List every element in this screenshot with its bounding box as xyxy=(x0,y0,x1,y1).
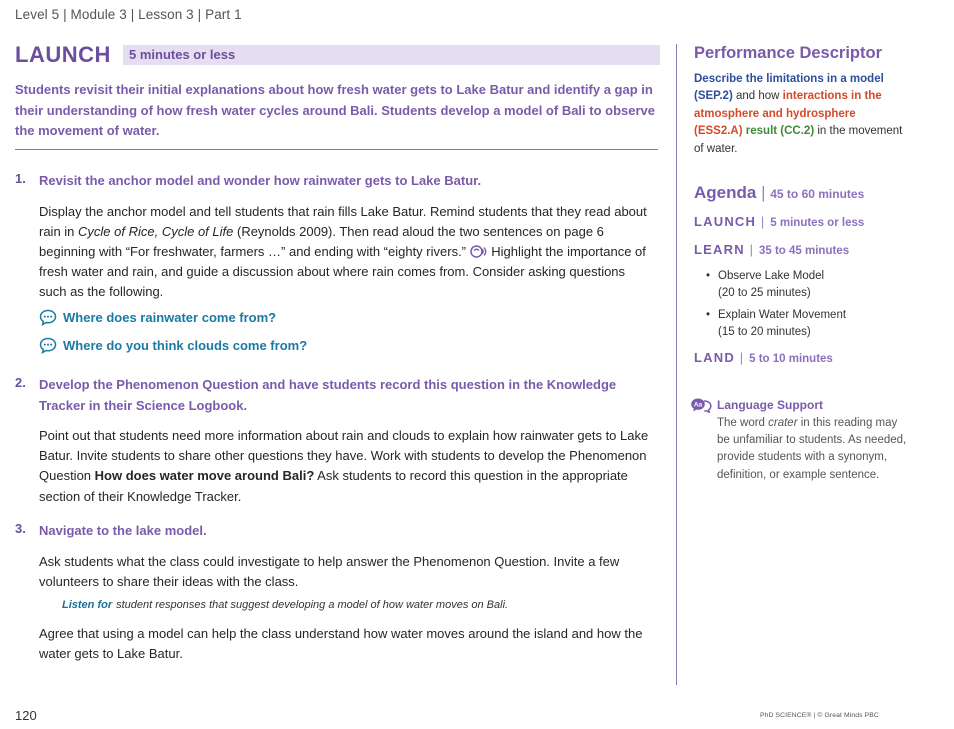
ess-text: interactions in the atmosphere and hydrosphere (ESS2.A) xyxy=(694,90,882,138)
page-number: 120 xyxy=(15,708,37,723)
step-number: 1. xyxy=(15,171,26,186)
launch-time: 5 minutes or less xyxy=(129,47,236,62)
section-divider xyxy=(15,149,658,150)
step-1 xyxy=(15,171,655,303)
speech-bubble-icon xyxy=(39,337,57,354)
learn-activities-list xyxy=(704,268,904,346)
language-support-heading: Aa Language Support xyxy=(690,397,823,413)
read-aloud-icon xyxy=(470,245,488,258)
step-heading: Revisit the anchor model and wonder how rainwater gets to Lake Batur. xyxy=(39,173,482,188)
agenda-phase-launch: LAUNCH | 5 minutes or less xyxy=(694,214,865,229)
question-text: Where does rainwater come from? xyxy=(63,310,277,325)
question-text: Where do you think clouds come from? xyxy=(63,338,308,353)
step-3 xyxy=(15,521,655,592)
step-number: 3. xyxy=(15,521,26,536)
launch-time-band xyxy=(123,45,660,65)
sidebar-divider xyxy=(676,44,677,685)
step-heading: Navigate to the lake model. xyxy=(39,523,207,538)
language-support-icon xyxy=(690,397,712,413)
book-title: Cycle of Rice, Cycle of Life xyxy=(78,223,234,239)
footer-credit: PhD SCIENCE® | © Great Minds PBC xyxy=(760,712,879,719)
step-body: Point out that students need more information about rain and clouds to explain how rainwater gets to Lake Batur. Invite students to share other questions they have. Work with students to develop the Phenomenon Question How does water move around Bali? Ask students to record this question in the appropriate section of their Knowledge Tracker. xyxy=(39,428,649,504)
step-body: Agree that using a model can help the class understand how water moves around the island and how the water gets to Lake Batur. xyxy=(39,626,643,662)
listen-for-text: student responses that suggest developing a model of how water moves on Bali. xyxy=(116,599,509,611)
listen-for-note xyxy=(62,599,508,611)
step-body: Ask students what the class could investigate to help answer the Phenomenon Question. Invite a few volunteers to share their ideas with the class. xyxy=(39,553,620,589)
agenda-duration: 45 to 60 minutes xyxy=(770,187,865,201)
svg-text:Aa: Aa xyxy=(693,401,703,409)
discussion-question xyxy=(39,309,276,326)
launch-header xyxy=(15,42,660,68)
discussion-question xyxy=(39,337,307,354)
agenda-title: Agenda | 45 to 60 minutes xyxy=(694,183,865,202)
listen-for-label: Listen for xyxy=(62,599,113,611)
launch-title: LAUNCH xyxy=(15,42,111,67)
performance-descriptor-title: Performance Descriptor xyxy=(694,44,882,62)
performance-descriptor-text: Describe the limitations in a model (SEP.2) and how interactions in the atmosphere and hydrosphere (ESS2.A) result (CC.2) in the movement of water. xyxy=(694,73,903,155)
step-heading: Develop the Phenomenon Question and have students record this question in the Knowledge Tracker in their Science Logbook. xyxy=(39,377,617,413)
speech-bubble-icon xyxy=(39,309,57,326)
step-number: 2. xyxy=(15,375,26,390)
breadcrumb: Level 5 | Module 3 | Lesson 3 | Part 1 xyxy=(15,7,242,22)
list-item: • Observe Lake Model (20 to 25 minutes) xyxy=(704,268,904,302)
step-2 xyxy=(15,375,655,507)
launch-intro: Students revisit their initial explanations about how fresh water gets to Lake Batur and identify a gap in their understanding of how fresh water cycles around Bali. Students develop a model of Bali to observe the movement of water. xyxy=(15,82,656,138)
sep-text: Describe the limitations in a model (SEP.2) xyxy=(694,73,884,103)
list-item: • Explain Water Movement (15 to 20 minutes) xyxy=(704,307,904,341)
agenda-phase-land: LAND | 5 to 10 minutes xyxy=(694,350,833,365)
vocabulary-term: crater xyxy=(768,417,798,429)
step-body: Display the anchor model and tell students that rain fills Lake Batur. Remind students that they read about rain in Cycle of Rice, Cycle of Life (Reynolds 2009). Then read aloud the two sentences on page 6 beginning with “For freshwater, farmers …” and ending with “eighty rivers.” Highlight the importance of fresh water and rain, and guide a discussion about where rain comes from. Consider asking questions such as the following. xyxy=(39,203,647,300)
cc-text: result (CC.2) xyxy=(745,125,815,138)
agenda-phase-learn: LEARN | 35 to 45 minutes xyxy=(694,242,850,257)
phenomenon-question: How does water move around Bali? xyxy=(94,468,315,484)
language-support-text: The word crater in this reading may be unfamiliar to students. As needed, provide students with a synonym, definition, or example sentence. xyxy=(717,417,907,481)
step-3-conclusion xyxy=(15,624,655,664)
